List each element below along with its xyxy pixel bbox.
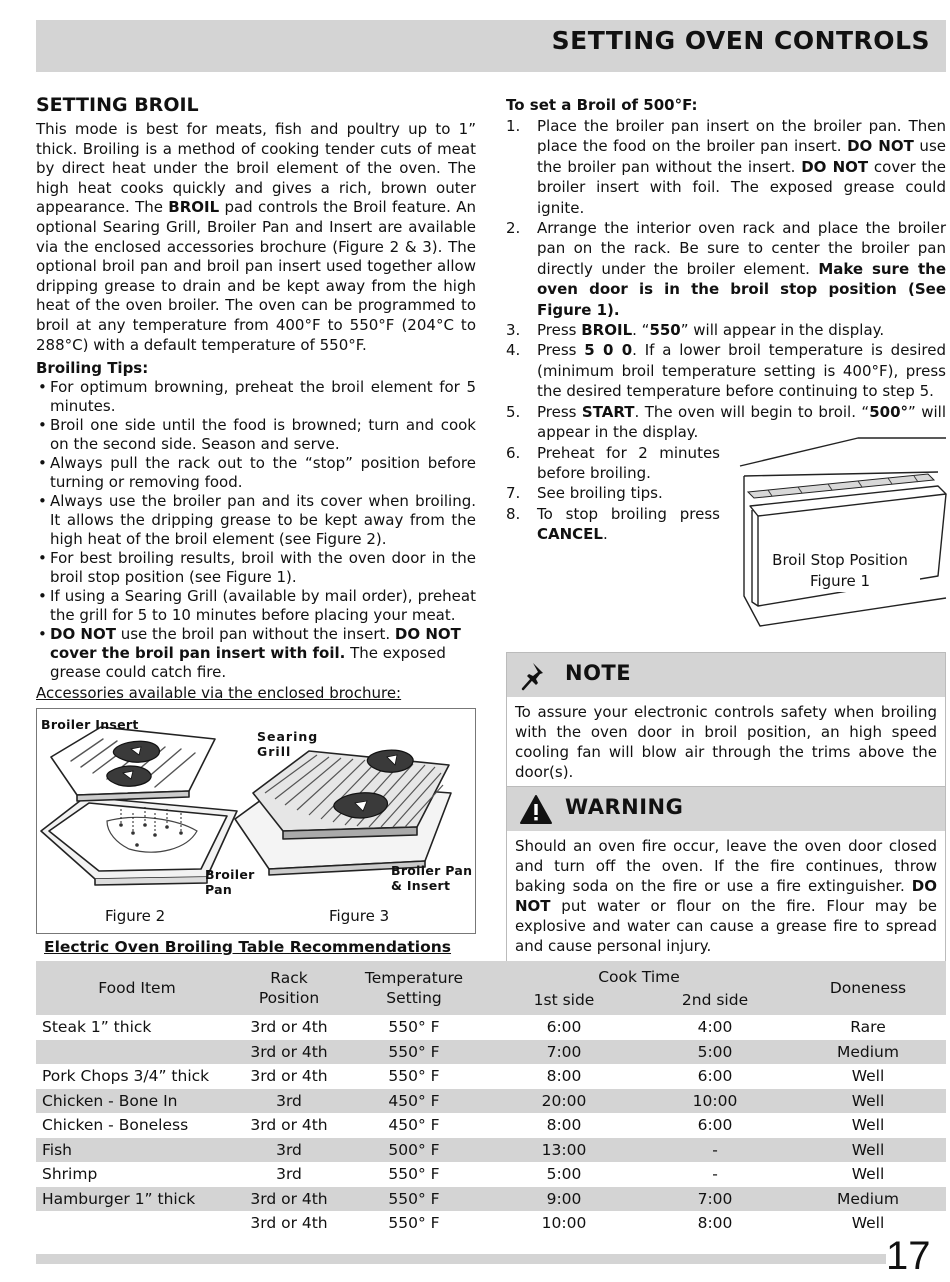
warning-callout	[506, 786, 946, 963]
step-number: 6.	[506, 443, 521, 462]
header-food-item: Food Item	[36, 961, 238, 1015]
cell-side1: 7:00	[488, 1040, 640, 1065]
accessories-text: Accessories available via the enclosed brochure:	[36, 684, 402, 703]
cell-temp: 550° F	[340, 1211, 488, 1236]
table-title: Electric Oven Broiling Table Recommendations	[44, 938, 452, 956]
step-bold: BROIL	[581, 321, 633, 340]
cell-side2: 10:00	[640, 1089, 790, 1114]
warning-body	[507, 831, 945, 962]
figure2-caption: Figure 2	[105, 907, 166, 925]
tip-bold: DO NOT	[50, 625, 116, 644]
step-text: . “	[632, 321, 650, 340]
figure1-caption-line2: Figure 1	[809, 572, 871, 590]
cell-rack: 3rd or 4th	[238, 1113, 340, 1138]
step-bold: CANCEL	[537, 525, 603, 544]
step-text: Place the broiler pan insert on the broiler pan. Then place the food on the broiler pan insert.	[537, 117, 946, 156]
cell-side2: 6:00	[640, 1113, 790, 1138]
step-text: See broiling tips.	[537, 484, 663, 503]
cell-rack: 3rd	[238, 1089, 340, 1114]
page-number: 17	[886, 1234, 931, 1278]
cell-side2: -	[640, 1138, 790, 1163]
cell-food	[36, 1211, 238, 1236]
intro-bold: BROIL	[168, 198, 220, 217]
step-number: 2.	[506, 219, 521, 238]
page-title: SETTING OVEN CONTROLS	[551, 26, 930, 55]
figure3-caption: Figure 3	[329, 907, 390, 925]
cell-doneness: Well	[790, 1064, 946, 1089]
figure1-caption-line1: Broil Stop Position	[772, 551, 908, 569]
step-item	[506, 504, 720, 545]
cell-doneness: Rare	[790, 1015, 946, 1040]
step-text: . If a lower broil temperature is desired (minimum broil temperature setting is 400°F), press the desired temperature before continuing to step 5.	[537, 341, 946, 401]
table-row	[36, 1113, 946, 1138]
pushpin-icon	[519, 659, 553, 693]
tip-item: • Always pull the rack out to the “stop” position before turning or removing food.	[36, 454, 476, 492]
cell-food: Chicken - Bone In	[36, 1089, 238, 1114]
cell-food: Chicken - Boneless	[36, 1113, 238, 1138]
cell-rack: 3rd or 4th	[238, 1187, 340, 1212]
tip-item: • Broil one side until the food is browned; turn and cook on the second side. Season and serve.	[36, 416, 476, 454]
broiler-insert-label: Broiler Insert	[41, 717, 139, 732]
setting-broil-section	[36, 94, 476, 703]
header-doneness: Doneness	[790, 961, 946, 1015]
step-number: 8.	[506, 504, 521, 523]
tips-list	[36, 378, 476, 682]
step-bold: 5 0 0	[584, 341, 633, 360]
step-bold: DO NOT	[801, 157, 869, 176]
searing-grill-label: Searing Grill	[257, 729, 319, 759]
cell-side1: 5:00	[488, 1162, 640, 1187]
cell-side1: 8:00	[488, 1064, 640, 1089]
cell-side1: 9:00	[488, 1187, 640, 1212]
step-text: Press	[537, 341, 585, 360]
step-item	[506, 218, 946, 320]
cell-temp: 450° F	[340, 1113, 488, 1138]
cell-doneness: Well	[790, 1138, 946, 1163]
intro-paragraph	[36, 120, 476, 355]
cell-food: Pork Chops 3/4” thick	[36, 1064, 238, 1089]
tip-item: • For optimum browning, preheat the broil element for 5 minutes.	[36, 378, 476, 416]
step-text: cover the broiler insert with foil. The exposed grease could ignite.	[537, 157, 946, 217]
cell-doneness: Medium	[790, 1040, 946, 1065]
step-text: To stop broiling press	[537, 504, 720, 523]
cell-temp: 550° F	[340, 1162, 488, 1187]
tip-item: • For best broiling results, broil with the oven door in the broil stop position (see Figure 1).	[36, 549, 476, 587]
note-title: NOTE	[565, 661, 632, 685]
figure1-caption	[760, 550, 920, 592]
cell-rack: 3rd	[238, 1138, 340, 1163]
cell-side2: 6:00	[640, 1064, 790, 1089]
cell-temp: 550° F	[340, 1187, 488, 1212]
header-cook-time: Cook Time	[488, 961, 790, 988]
cell-rack: 3rd or 4th	[238, 1015, 340, 1040]
cell-food	[36, 1040, 238, 1065]
cell-side2: 5:00	[640, 1040, 790, 1065]
header-2nd-side: 2nd side	[640, 988, 790, 1015]
warning-bold: DO NOT	[515, 877, 937, 915]
tip-text: The exposed grease could catch fire.	[50, 644, 446, 682]
tips-title: Broiling Tips:	[36, 359, 149, 378]
cell-side2: 8:00	[640, 1211, 790, 1236]
tip-item: • Always use the broiler pan and its cover when broiling. It allows the dripping grease to be kept away from the high heat of the broil element (see Figure 2).	[36, 492, 476, 549]
step-text: Press	[537, 402, 582, 421]
broiler-pan-label: Broiler Pan	[205, 867, 255, 897]
section-title: SETTING BROIL	[36, 94, 199, 116]
step-number: 7.	[506, 484, 521, 503]
broiler-pan-insert-label: Broiler Pan & Insert	[391, 863, 473, 893]
tip-item-warning	[36, 625, 476, 682]
cell-side2: -	[640, 1162, 790, 1187]
note-header	[507, 653, 945, 697]
step-bold: Make sure the oven door is in the broil stop position (See Figure 1).	[537, 259, 946, 319]
cell-food: Shrimp	[36, 1162, 238, 1187]
cell-doneness: Well	[790, 1089, 946, 1114]
cell-rack: 3rd or 4th	[238, 1064, 340, 1089]
step-item	[506, 116, 946, 218]
note-callout	[506, 652, 946, 789]
step-number: 1.	[506, 117, 521, 135]
cell-side2: 4:00	[640, 1015, 790, 1040]
intro-text-1: This mode is best for meats, fish and poultry up to 1” thick. Broiling is a method of cooking tender cuts of meat by direct heat under the broil element of the oven. The high heat cooks quickly and gives a rich, brown outer appearance. The	[36, 120, 476, 217]
header-bar	[36, 20, 946, 72]
step-text: Preheat for 2 minutes before broiling.	[537, 443, 720, 482]
tip-bold: DO NOT cover the broil pan insert with foil.	[50, 625, 461, 663]
footer-bar	[36, 1254, 886, 1264]
cell-side1: 13:00	[488, 1138, 640, 1163]
table-row	[36, 1138, 946, 1163]
broil-steps-title: To set a Broil of 500°F:	[506, 96, 698, 114]
cell-doneness: Medium	[790, 1187, 946, 1212]
step-number: 5.	[506, 402, 521, 421]
step-number: 4.	[506, 341, 521, 360]
tip-item: • If using a Searing Grill (available by mail order), preheat the grill for 5 to 10 minutes before placing your meat.	[36, 587, 476, 625]
step-text: use the broiler pan without the insert.	[537, 137, 946, 176]
broiling-table	[36, 961, 946, 1236]
step-item	[506, 483, 720, 503]
step-bold: DO NOT	[847, 137, 914, 156]
oven-door-illustration	[738, 436, 948, 630]
step-text: .	[602, 525, 608, 544]
note-body: To assure your electronic controls safety when broiling with the oven door in broil position, an high speed cooling fan will blow air through the trims above the door(s).	[515, 703, 937, 781]
step-item	[506, 340, 946, 401]
cell-doneness: Well	[790, 1113, 946, 1138]
tip-text: use the broil pan without the insert.	[115, 625, 395, 644]
step-text: Arrange the interior oven rack and place the broiler pan on the rack. Be sure to center the broiler pan directly under the broiler element.	[537, 219, 946, 278]
cell-doneness: Well	[790, 1211, 946, 1236]
cell-food: Steak 1” thick	[36, 1015, 238, 1040]
step-text: ” will appear in the display.	[680, 321, 885, 340]
step-bold: START	[581, 402, 635, 421]
cell-rack: 3rd	[238, 1162, 340, 1187]
cell-rack: 3rd or 4th	[238, 1211, 340, 1236]
step-item	[506, 320, 946, 340]
table-row	[36, 1162, 946, 1187]
cell-side1: 10:00	[488, 1211, 640, 1236]
cell-doneness: Well	[790, 1162, 946, 1187]
header-1st-side: 1st side	[488, 988, 640, 1015]
warning-text-1: Should an oven fire occur, leave the oven door closed and turn off the oven. If the fire continues, throw baking soda on the fire or use a fire extinguisher.	[515, 837, 937, 895]
cell-rack: 3rd or 4th	[238, 1040, 340, 1065]
warning-header	[507, 787, 945, 831]
warning-title: WARNING	[565, 795, 684, 819]
table-row	[36, 1089, 946, 1114]
cell-temp: 550° F	[340, 1064, 488, 1089]
header-temperature-setting: Temperature Setting	[340, 961, 488, 1015]
cell-side1: 6:00	[488, 1015, 640, 1040]
cell-temp: 450° F	[340, 1089, 488, 1114]
table-row	[36, 1211, 946, 1236]
cell-food: Hamburger 1” thick	[36, 1187, 238, 1212]
cell-temp: 550° F	[340, 1015, 488, 1040]
table-row	[36, 1040, 946, 1065]
table-row	[36, 1015, 946, 1040]
cell-temp: 550° F	[340, 1040, 488, 1065]
step-text: . The oven will begin to broil. “	[634, 402, 870, 421]
cell-side1: 20:00	[488, 1089, 640, 1114]
cell-side2: 7:00	[640, 1187, 790, 1212]
header-rack-position: Rack Position	[238, 961, 340, 1015]
cell-side1: 8:00	[488, 1113, 640, 1138]
step-number: 3.	[506, 321, 521, 340]
warning-triangle-icon	[519, 793, 553, 827]
cell-temp: 500° F	[340, 1138, 488, 1163]
step-bold: 550	[649, 321, 681, 340]
table-row	[36, 1187, 946, 1212]
step-bold: 500°	[869, 402, 909, 421]
cell-food: Fish	[36, 1138, 238, 1163]
warning-text-2: put water or flour on the fire. Flour may be explosive and water can cause a grease fire to spread and cause personal injury.	[515, 897, 937, 955]
intro-text-2: pad controls the Broil feature. An optional Searing Grill, Broiler Pan and Insert are available via the enclosed accessories brochure (Figure 2 & 3). The optional broil pan and broil pan insert used together allow dripping grease to drain and be kept away from the high heat of the oven broiler. The oven can be programmed to broil at any temperature from 400°F to 550°F (204°C to 288°C) with a default temperature of 550°F.	[36, 198, 476, 354]
step-item	[506, 443, 720, 484]
accessories-figure-box	[36, 708, 476, 934]
table-row	[36, 1064, 946, 1089]
step-text: ” will appear in the display.	[537, 402, 946, 442]
step-text: Press	[537, 321, 582, 340]
